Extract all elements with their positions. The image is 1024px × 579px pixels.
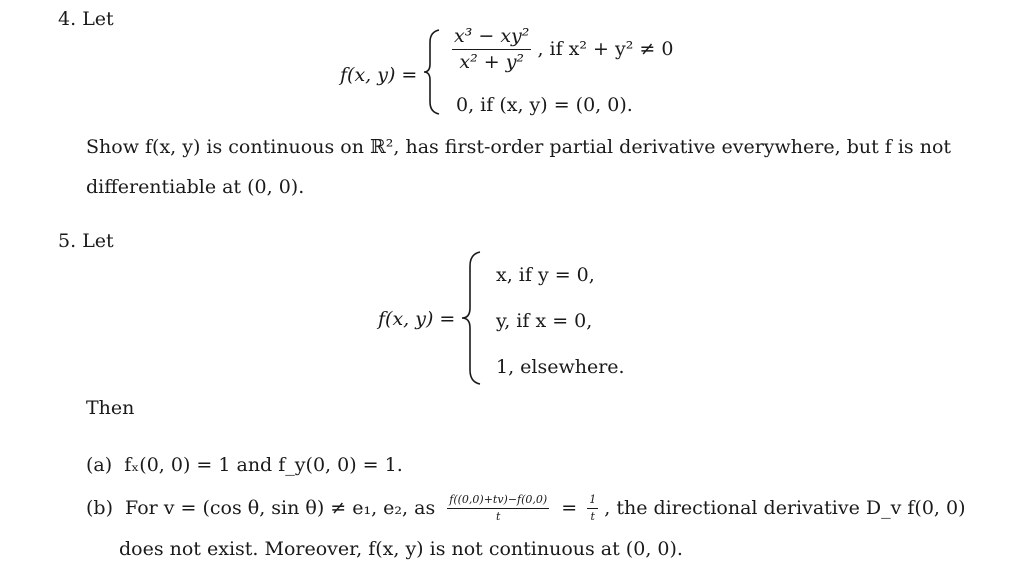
fraction-denominator: t — [496, 510, 501, 524]
fraction-numerator: 1 — [587, 494, 598, 509]
problem-intro: Let — [82, 230, 114, 252]
case-3-expression: 1, elsewhere. — [496, 356, 625, 378]
case-2-expression: 0, if (x, y) = (0, 0). — [456, 94, 633, 116]
difference-quotient-fraction — [447, 494, 549, 523]
part-a-text: fₓ(0, 0) = 1 and f_y(0, 0) = 1. — [124, 454, 403, 476]
left-brace-icon — [422, 28, 442, 116]
fraction-numerator: x³ − xy² — [452, 26, 531, 50]
case-2-expression: y, if x = 0, — [496, 310, 593, 332]
statement-line-2: differentiable at (0, 0). — [86, 176, 305, 198]
fraction-denominator: x² + y² — [459, 50, 525, 73]
part-a — [86, 456, 403, 475]
part-a-label: (a) — [86, 454, 113, 476]
fraction-denominator: t — [590, 510, 595, 524]
left-brace-icon — [460, 250, 484, 386]
one-over-t-fraction — [587, 494, 598, 523]
case-1-expression: x, if y = 0, — [496, 264, 595, 286]
problem-number: 4. — [58, 8, 77, 30]
function-lhs: f(x, y) = — [378, 308, 456, 330]
part-b-line-1 — [86, 494, 966, 523]
part-b-line-2: does not exist. Moreover, f(x, y) is not continuous at (0, 0). — [119, 538, 683, 560]
part-b-label: (b) — [86, 497, 113, 520]
fraction-numerator: f((0,0)+tv)−f(0,0) — [447, 494, 549, 509]
case-1-condition: , if x² + y² ≠ 0 — [537, 37, 674, 60]
equals-sign: = — [561, 497, 578, 520]
part-b-pre: For v = (cos θ, sin θ) ≠ e₁, e₂, as — [125, 497, 436, 520]
then-text: Then — [86, 397, 135, 419]
part-b-post: , the directional derivative D_v f(0, 0) — [604, 497, 966, 520]
problem-5-heading — [58, 232, 114, 251]
case-1-fraction — [452, 26, 531, 73]
statement-line-1: Show f(x, y) is continuous on ℝ², has first-order partial derivative everywhere, but f is not — [86, 136, 952, 158]
case-1-expression — [452, 26, 673, 73]
function-lhs: f(x, y) = — [340, 64, 418, 86]
problem-intro: Let — [82, 8, 114, 30]
problem-4-heading — [58, 10, 114, 29]
problem-number: 5. — [58, 230, 77, 252]
